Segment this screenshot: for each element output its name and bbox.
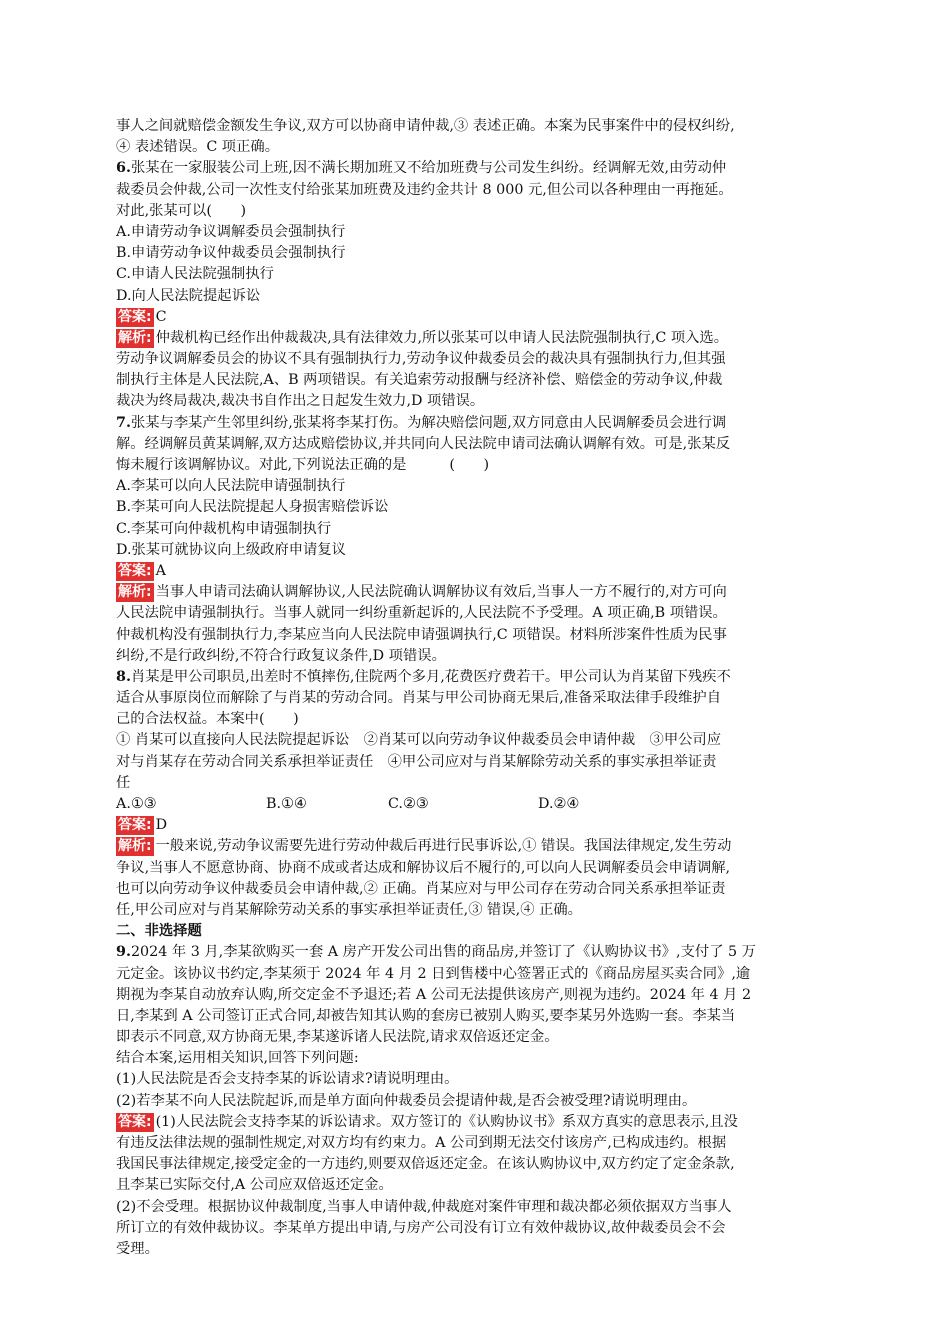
sub-question-1: (1)人民法院是否会支持李某的诉讼请求?请说明理由。 <box>116 1071 459 1088</box>
sub-question-2: (2)若李某不向人民法院起诉,而是单方面向仲裁委员会提请仲裁,是否会被受理?请说明理由。 <box>116 1092 697 1109</box>
option-c: C.申请人民法院强制执行 <box>116 266 274 283</box>
answer-value: D <box>155 817 168 834</box>
analysis-tag: 解析: <box>118 838 152 855</box>
q5-analysis-tail <box>116 116 838 158</box>
question-stem: 对此,张某可以( ) <box>116 202 247 219</box>
analysis-text: 任,甲公司应对与肖某解除劳动关系的事实承担举证责任,③ 错误,④ 正确。 <box>116 901 582 918</box>
answer-text: 所订立的有效仲裁协议。李某单方提出申请,与房产公司没有订立有效仲裁协议,故仲裁委员会不会 <box>116 1219 726 1236</box>
question-stem: 解。经调解员黄某调解,双方达成赔偿协议,并共同向人民法院申请司法确认调解有效。可是,张某反 <box>116 435 731 452</box>
analysis-text: 纠纷,不是行政纠纷,不符合行政复议条件,D 项错误。 <box>116 647 446 664</box>
answer-value: C <box>155 308 167 325</box>
analysis-text: 仲裁机构已经作出仲裁裁决,具有法律效力,所以张某可以申请人民法院强制执行,C 项入选。 <box>155 329 729 346</box>
question-stem: 适合从事原岗位而解除了与肖某的劳动合同。肖某与甲公司协商无果后,准备采取法律手段维护自 <box>116 690 722 707</box>
question-6 <box>116 158 838 412</box>
question-stem: 期视为李某自动放弃认购,所交定金不予退还;若 A 公司无法提供该房产,则视为违约。2024 年 4 月 2 <box>116 986 752 1003</box>
answer-text: (2)不会受理。根据协议仲裁制度,当事人申请仲裁,仲裁庭对案件审理和裁决都必须依据双方当事人 <box>116 1198 732 1215</box>
answer-text: (1)人民法院会支持李某的诉讼请求。双方签订的《认购协议书》系双方真实的意思表示,且没 <box>155 1113 738 1130</box>
question-stem: 肖某是甲公司职员,出差时不慎摔伤,住院两个多月,花费医疗费若干。甲公司认为肖某留下残疾不 <box>130 668 731 685</box>
question-prompt: 结合本案,运用相关知识,回答下列问题: <box>116 1050 359 1067</box>
statement-list: 对与肖某存在劳动合同关系承担举证责任 ④甲公司应对与肖某解除劳动关系的事实承担举证责 <box>116 753 717 770</box>
text-line: 事人之间就赔偿金额发生争议,双方可以协商申请仲裁,③ 表述正确。本案为民事案件中的侵权纠纷, <box>116 118 735 134</box>
question-number: 9. <box>116 944 131 961</box>
question-stem: 日,李某到 A 公司签订正式合同,却被告知其认购的套房已被别人购买,要李某另外选购一套。李某当 <box>116 1007 736 1024</box>
question-number: 7. <box>116 414 131 431</box>
analysis-text: 争议,当事人不愿意协商、协商不成或者达成和解协议后不履行的,可以向人民调解委员会申请调解, <box>116 859 731 876</box>
answer-text: 且李某已实际交付,A 公司应双倍返还定金。 <box>116 1177 393 1194</box>
answer-tag: 答案: <box>118 1113 152 1130</box>
option-d: D.向人民法院提起诉讼 <box>116 287 261 304</box>
option-b: B.①④ <box>266 796 307 812</box>
option-b: B.申请劳动争议仲裁委员会强制执行 <box>116 245 346 262</box>
question-number: 6. <box>116 160 131 177</box>
section-title: 二、非选择题 <box>116 923 202 940</box>
analysis-text: 人民法院申请强制执行。当事人就同一纠纷重新起诉的,人民法院不予受理。A 项正确,B 项错误。 <box>116 605 727 622</box>
answer-tag: 答案: <box>118 562 152 579</box>
option-a: A.李某可以向人民法院申请强制执行 <box>116 478 346 495</box>
statement-list: 任 <box>116 774 131 791</box>
question-7 <box>116 413 838 667</box>
options-row <box>116 794 838 815</box>
analysis-text: 一般来说,劳动争议需要先进行劳动仲裁后再进行民事诉讼,① 错误。我国法律规定,发生劳动 <box>155 838 732 855</box>
question-9 <box>116 942 838 1260</box>
answer-tag: 答案: <box>118 308 152 325</box>
analysis-tag: 解析: <box>118 329 152 346</box>
analysis-tag: 解析: <box>118 584 152 601</box>
question-stem: 2024 年 3 月,李某欲购买一套 A 房产开发公司出售的商品房,并签订了《认购协议书》,支付了 5 万 <box>130 944 756 961</box>
question-stem: 张某与李某产生邻里纠纷,张某将李某打伤。为解决赔偿问题,双方同意由人民调解委员会进行调 <box>130 414 727 431</box>
analysis-text: 也可以向劳动争议仲裁委员会申请仲裁,② 正确。肖某应对与甲公司存在劳动合同关系承担举证责 <box>116 880 726 897</box>
question-number: 8. <box>116 668 131 685</box>
question-8 <box>116 667 838 921</box>
analysis-text: 当事人申请司法确认调解协议,人民法院确认调解协议有效后,当事人一方不履行的,对方可向 <box>155 584 727 601</box>
analysis-text: 裁决为终局裁决,裁决书自作出之日起发生效力,D 项错误。 <box>116 393 485 410</box>
option-d: D.②④ <box>538 796 580 812</box>
answer-text: 我国民事法律规定,接受定金的一方违约,则要双倍返还定金。在该认购协议中,双方约定了定金条款, <box>116 1156 735 1173</box>
answer-tag: 答案: <box>118 817 152 834</box>
analysis-text: 仲裁机构没有强制执行力,李某应当向人民法院申请强调执行,C 项错误。材料所涉案件性质为民事 <box>116 626 727 643</box>
option-d: D.张某可就协议向上级政府申请复议 <box>116 541 346 558</box>
analysis-text: 制执行主体是人民法院,A、B 两项错误。有关追索劳动报酬与经济补偿、赔偿金的劳动争议,仲裁 <box>116 372 723 389</box>
analysis-text: 劳动争议调解委员会的协议不具有强制执行力,劳动争议仲裁委员会的裁决具有强制执行力,但其强 <box>116 351 726 368</box>
question-stem: 即表示不同意,双方协商无果,李某遂诉诸人民法院,请求双倍返还定金。 <box>116 1029 559 1046</box>
document-page <box>116 116 838 1260</box>
answer-text: 有违反法律法规的强制性规定,对双方均有约束力。A 公司到期无法交付该房产,已构成违约。根据 <box>116 1135 727 1151</box>
text-line: ④ 表述错误。C 项正确。 <box>116 139 279 156</box>
option-b: B.李某可向人民法院提起人身损害赔偿诉讼 <box>116 499 389 516</box>
question-stem: 元定金。该协议书约定,李某须于 2024 年 4 月 2 日到售楼中心签署正式的《商品房屋买卖合同》,逾 <box>116 965 751 982</box>
question-stem: 裁委员会仲裁,公司一次性支付给张某加班费及违约金共计 8 000 元,但公司以各种理由一再拖延。 <box>116 181 733 198</box>
question-stem: 张某在一家服装公司上班,因不满长期加班又不给加班费与公司发生纠纷。经调解无效,由劳动仲 <box>130 160 727 177</box>
option-a: A.①③ <box>116 796 157 812</box>
statement-list: ① 肖某可以直接向人民法院提起诉讼 ②肖某可以向劳动争议仲裁委员会申请仲裁 ③甲公司应 <box>116 732 722 749</box>
option-a: A.申请劳动争议调解委员会强制执行 <box>116 223 346 240</box>
answer-value: A <box>155 562 166 579</box>
question-stem: 己的合法权益。本案中( ) <box>116 711 299 728</box>
answer-text: 受理。 <box>116 1240 159 1257</box>
option-c: C.李某可向仲裁机构申请强制执行 <box>116 520 332 537</box>
option-c: C.②③ <box>388 796 429 812</box>
question-stem: 悔未履行该调解协议。对此,下列说法正确的是 ( ) <box>116 457 490 473</box>
